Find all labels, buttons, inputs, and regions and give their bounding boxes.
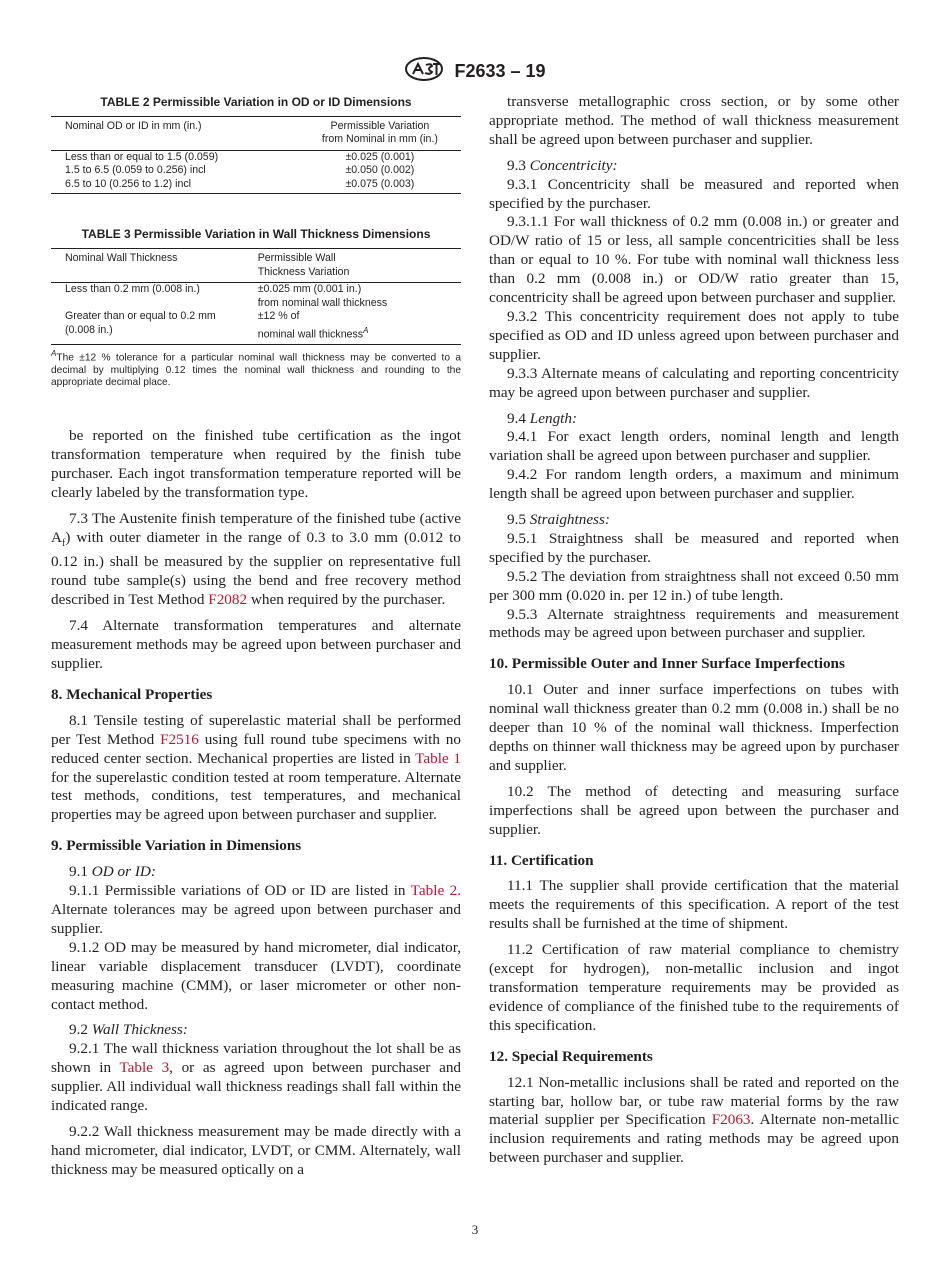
paragraph-9-3-3: 9.3.3 Alternate means of calculating and reporting concentricity may be agreed upon between purchaser and supplier.	[489, 364, 899, 401]
text: 12.1 Non-metallic inclusions shall be rated and reported on the starting bar, hollow bar, or tube raw material forms by the raw material supplier per Specification	[489, 1073, 899, 1129]
text: 9.3	[507, 156, 530, 174]
table-row	[51, 310, 461, 344]
table-cell	[244, 310, 461, 344]
table-row	[51, 150, 461, 164]
text: for the superelastic condition tested at room temperature. Alternate test methods, conditions, test temperatures, and mechanical properties may be agreed upon between purchaser and supplier.	[51, 768, 461, 824]
paragraph-9-1-2: 9.1.2 OD may be measured by hand micrometer, dial indicator, linear variable displacement transducer (LVDT), coordinate measuring machine (CMM), or laser micrometer or other non-contact method.	[51, 938, 461, 1013]
link-f2063[interactable]: F2063	[711, 1111, 751, 1129]
section-9-heading: 9. Permissible Variation in Dimensions	[51, 837, 302, 855]
text: 9.2	[69, 1021, 92, 1039]
text: 9.5	[507, 511, 530, 529]
footnote-mark: A	[51, 348, 57, 358]
paragraph-7-4: 7.4 Alternate transformation temperatures and alternate measurement methods may be agreed upon between purchaser and supplier.	[51, 617, 461, 673]
text: using full round tube specimens with no reduced center section. Mechanical properties are listed in	[51, 730, 461, 767]
paragraph-9-3-1: 9.3.1 Concentricity shall be measured and reported when specified by the purchaser.	[489, 175, 899, 212]
table-cell-line: ±0.025 mm (0.001 in.)	[257, 283, 362, 296]
table-cell-line: ±12 % of	[257, 310, 300, 323]
table2-header-variation	[289, 116, 461, 150]
table2-header-variation-line1: Permissible Variation	[330, 119, 430, 132]
paragraph-9-2-2: 9.2.2 Wall thickness measurement may be made directly with a hand micrometer, dial indicator, LVDT, or CMM. Alternately, wall thickness may be measured optically on a	[51, 1122, 461, 1178]
table-row	[51, 178, 461, 194]
text: . Alternate non-metallic inclusion requirements and rating methods may be agreed upon between purchaser and supplier.	[489, 1111, 899, 1167]
footnote-ref: A	[363, 325, 369, 335]
table-cell-line: (0.008 in.)	[65, 323, 113, 336]
paragraph-9-4-1: 9.4.1 For exact length orders, nominal length and length variation shall be agreed upon between purchaser and supplier.	[489, 428, 899, 465]
table-cell: ±0.025 (0.001)	[345, 150, 415, 163]
paragraph-9-3	[489, 157, 899, 176]
paragraph-continued: transverse metallographic cross section, or by some other appropriate method. The method of wall thickness measurement shall be agreed upon between purchaser and supplier.	[489, 93, 899, 148]
paragraph-9-1-1	[51, 882, 461, 939]
section-8-heading: 8. Mechanical Properties	[51, 685, 213, 703]
link-table-3[interactable]: Table 3	[119, 1059, 170, 1077]
table-cell: ±0.050 (0.002)	[345, 164, 415, 177]
table-cell: 6.5 to 10 (0.256 to 1.2) incl	[51, 178, 289, 194]
table3-footnote	[51, 348, 461, 390]
paragraph-9-5-2: 9.5.2 The deviation from straightness shall not exceed 0.50 mm per 300 mm (0.020 in. per 12 in.) of tube length.	[489, 567, 899, 604]
table2-header-nominal: Nominal OD or ID in mm (in.)	[51, 116, 289, 150]
table-cell: Less than or equal to 1.5 (0.059)	[65, 150, 219, 163]
page-header	[0, 56, 950, 87]
paragraph-9-5	[489, 511, 899, 530]
table3-header-variation-line2: Thickness Variation	[257, 265, 350, 278]
table3-header-nominal: Nominal Wall Thickness	[51, 249, 244, 283]
paragraph-10-2: 10.2 The method of detecting and measuring surface imperfections shall be agreed upon between the purchaser and supplier.	[489, 782, 899, 838]
paragraph-8-1	[51, 712, 461, 825]
table2	[51, 116, 461, 195]
text: , or as agreed upon between purchaser and supplier. All individual wall thickness readings shall fall within the indicated range.	[51, 1059, 462, 1115]
subsection-title: Length:	[529, 409, 578, 427]
subsection-title: Wall Thickness:	[91, 1021, 188, 1039]
table-row	[51, 283, 461, 311]
paragraph-9-3-1-1: 9.3.1.1 For wall thickness of 0.2 mm (0.008 in.) or greater and OD/W ratio of 15 or less, all sample concentricities shall be less than or equal to 10 %. For tube with nominal wall thickness less than 0.2 mm (0.008 in.) or OD/W ratio greater than 15, concentricity shall be agreed upon between purchaser and supplier.	[489, 213, 899, 307]
subsection-title: Concentricity:	[529, 156, 618, 174]
section-12-heading: 12. Special Requirements	[489, 1047, 653, 1065]
subsection-title: OD or ID:	[91, 863, 156, 881]
link-table-1[interactable]: Table 1	[415, 749, 461, 767]
table-cell	[51, 310, 244, 344]
document-code: F2633 – 19	[454, 61, 546, 81]
right-column	[489, 93, 899, 1175]
subscript: f	[61, 537, 66, 549]
paragraph-9-2	[51, 1021, 461, 1040]
link-f2082[interactable]: F2082	[208, 591, 248, 609]
paragraph-9-4	[489, 410, 899, 429]
table3-caption: TABLE 3 Permissible Variation in Wall Thickness Dimensions	[81, 227, 431, 242]
paragraph-9-2-1	[51, 1040, 461, 1116]
table-cell: 1.5 to 6.5 (0.059 to 0.256) incl	[65, 164, 206, 177]
paragraph-9-4-2: 9.4.2 For random length orders, a maximum and minimum length shall be agreed upon between purchaser and supplier.	[489, 466, 899, 503]
paragraph-9-1	[51, 863, 461, 882]
table3-header-variation	[244, 249, 461, 283]
table-cell-line: nominal wall thickness	[257, 328, 364, 341]
table-cell-line: Greater than or equal to 0.2 mm	[65, 310, 216, 323]
astm-logo-icon	[404, 56, 444, 87]
text: Alternate tolerances may be agreed upon between purchaser and supplier.	[51, 900, 461, 937]
text: 9.4	[507, 409, 530, 427]
table3-header-variation-line1: Permissible Wall	[257, 252, 336, 265]
table-cell	[244, 283, 461, 311]
paragraph-12-1	[489, 1074, 899, 1169]
text: 7.3 The Austenite finish temperature of the finished tube (active A	[51, 509, 461, 546]
paragraph-continued: be reported on the finished tube certification as the ingot transformation temperature when required by the finish tube purchaser. Each ingot transformation temperature reported will be clearly labeled by the transformation type.	[51, 427, 461, 501]
table2-header-variation-line2: from Nominal in mm (in.)	[321, 133, 438, 146]
text: 9.1	[69, 863, 92, 881]
paragraph-10-1: 10.1 Outer and inner surface imperfections on tubes with nominal wall thickness greater than 0.2 mm (0.008 in.) shall be no deeper than 10 % of the nominal wall thickness. Imperfection depths on thinner wall thickness may be agreed upon by purchaser and supplier.	[489, 681, 899, 774]
link-f2516[interactable]: F2516	[160, 730, 199, 748]
paragraph-7-3	[51, 510, 461, 611]
text: 9.1.1 Permissible variations of OD or ID are listed in	[69, 882, 411, 900]
text: when required by the purchaser.	[247, 591, 446, 609]
text: 9.2.1 The wall thickness variation throughout the lot shall be as shown in	[51, 1040, 461, 1077]
table-cell-line: from nominal wall thickness	[257, 296, 388, 309]
table2-caption: TABLE 2 Permissible Variation in OD or ID Dimensions	[100, 95, 412, 109]
text: ) with outer diameter in the range of 0.3 to 3.0 mm (0.012 to 0.12 in.) shall be measured by the supplier on representative full round tube sample(s) using the bend and free recovery method described in Test Method	[51, 528, 461, 609]
page-number: 3	[471, 1222, 479, 1237]
link-table-2[interactable]: Table 2.	[410, 882, 462, 900]
subsection-title: Straightness:	[529, 511, 610, 529]
section-10-heading: 10. Permissible Outer and Inner Surface Imperfections	[489, 655, 845, 673]
table-cell: Less than 0.2 mm (0.008 in.)	[65, 283, 200, 296]
paragraph-9-5-3: 9.5.3 Alternate straightness requirements and measurement methods may be agreed upon between purchaser and supplier.	[489, 605, 899, 642]
table-row	[51, 164, 461, 178]
left-column	[51, 93, 461, 1180]
table3	[51, 248, 461, 345]
paragraph-9-3-2: 9.3.2 This concentricity requirement does not apply to tube specified as OD and ID unless agreed upon between purchaser and supplier.	[489, 307, 899, 363]
paragraph-11-1: 11.1 The supplier shall provide certification that the material meets the requirements of this specification. A report of the test results shall be furnished at the time of shipment.	[489, 877, 899, 933]
section-11-heading: 11. Certification	[489, 851, 594, 869]
text: 8.1 Tensile testing of superelastic material shall be performed per Test Method	[51, 711, 461, 748]
footnote-text: The ±12 % tolerance for a particular nominal wall thickness may be converted to a decimal by multiplying 0.12 times the nominal wall thickness and rounding to the appropriate decimal place.	[51, 352, 461, 389]
table-cell: ±0.075 (0.003)	[289, 178, 461, 194]
paragraph-11-2: 11.2 Certification of raw material compliance to chemistry (except for hydrogen), non-metallic inclusion and ingot transformation temperature requirements may be provided as evidence of compliance of the finished tube to the requirements of this specification.	[489, 941, 899, 1034]
paragraph-9-5-1: 9.5.1 Straightness shall be measured and reported when specified by the purchaser.	[489, 529, 899, 566]
